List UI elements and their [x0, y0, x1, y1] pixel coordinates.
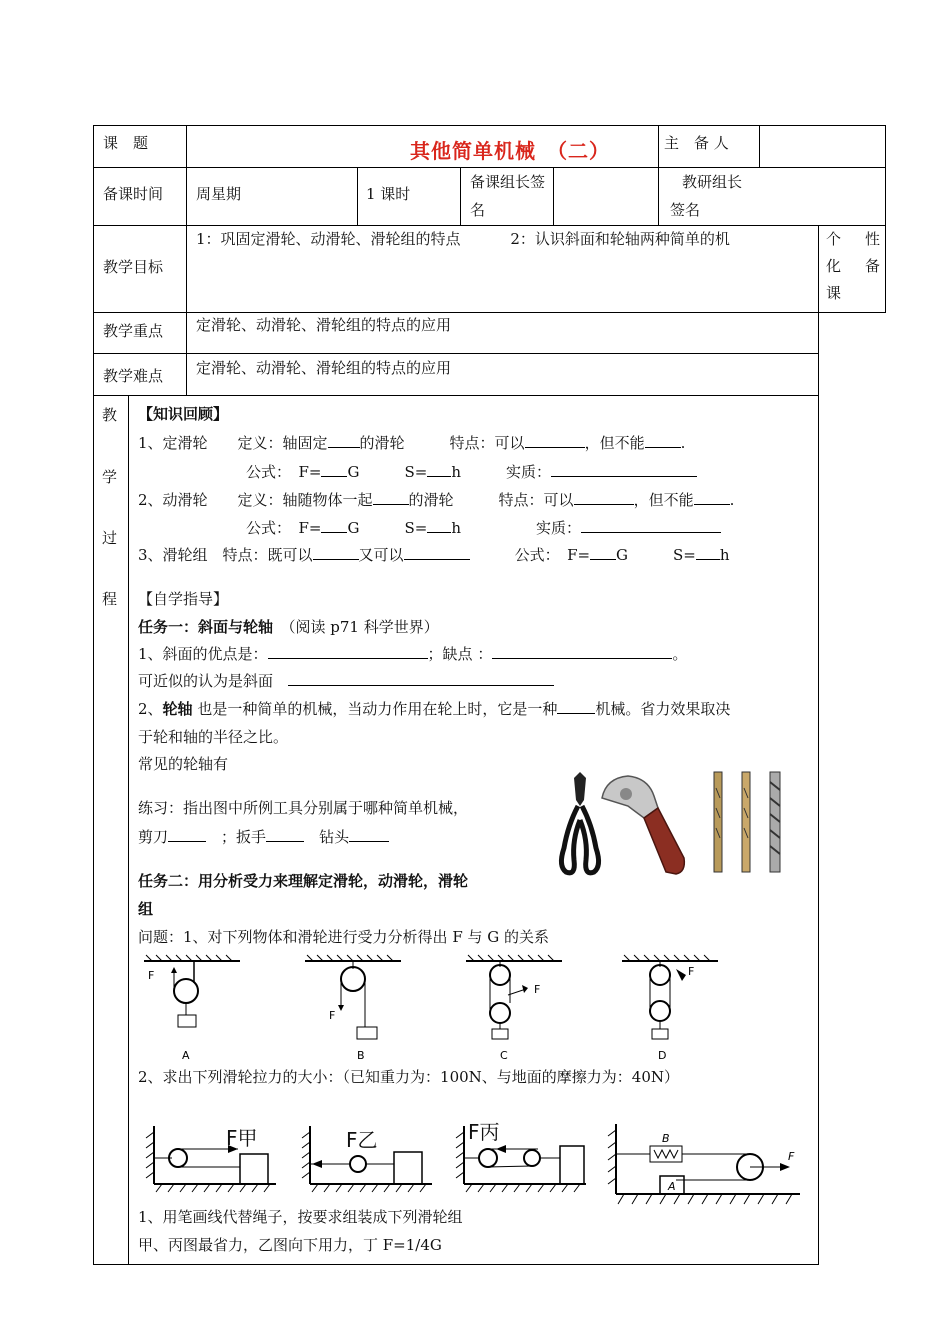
horizontal-pulley-jia	[142, 1118, 282, 1194]
wheel-axle-line: 2、轮轴 也是一种简单的机械，当动力作用在轮上时，它是一种 机械。省力效果取决	[138, 700, 731, 718]
pulley-group-line: 3、滑轮组 特点：既可以 又可以 公式： F= G S= h	[138, 546, 730, 564]
wrench-illustration	[598, 768, 688, 878]
block-a-label: A	[668, 1180, 676, 1193]
question2-text: 2、求出下列滑轮拉力的大小：（已知重力为：100N、与地面的摩擦力为：40N）	[138, 1068, 680, 1086]
difficult-point-text: 定滑轮、动滑轮、滑轮组的特点的应用	[196, 359, 452, 377]
movable-pulley-line2: 公式： F= G S= h 实质：	[246, 517, 721, 538]
common-wheel-axles: 常见的轮轴有	[138, 755, 229, 773]
svg-text:F: F	[688, 965, 695, 978]
practice-text: 练习：指出图中所例工具分别属于哪种简单机械，	[138, 799, 469, 817]
pulley-diagram-d	[620, 955, 720, 1063]
key-point-label: 教学重点	[103, 322, 164, 340]
research-leader-label: 教研组长签名	[670, 173, 743, 219]
time-label: 备课时间	[103, 185, 164, 203]
fixed-pulley-line2: 公式： F= G S= h 实质：	[246, 461, 697, 482]
diagram-label: D	[658, 1049, 667, 1062]
hours-label: 1 课时	[366, 185, 411, 203]
task2-title-cont: 组	[138, 900, 154, 918]
question1-text: 问题：1、对下列物体和滑轮进行受力分析得出 F 与 G 的关系	[138, 928, 550, 946]
pulley-diagram-c	[464, 955, 564, 1063]
preparer-label: 主 备 人	[664, 134, 729, 152]
task1-line: 任务一：斜面与轮轴 （阅读 p71 科学世界）	[138, 618, 439, 636]
process-char: 学	[102, 468, 118, 486]
page-title: 其他简单机械 （二）	[410, 139, 610, 163]
process-char: 教	[102, 406, 118, 424]
pulley-diagram-a	[142, 955, 242, 1063]
goals-label: 教学目标	[103, 258, 164, 276]
drill-bits-illustration	[700, 768, 800, 878]
group-leader-label: 备课组长签名	[470, 173, 546, 219]
review-heading: 【知识回顾】	[138, 405, 229, 423]
diagram-label: A	[182, 1049, 190, 1062]
force-label-jia: F甲	[226, 1126, 258, 1150]
diagram-label: B	[357, 1049, 365, 1062]
process-char: 过	[102, 529, 118, 547]
svg-text:F: F	[534, 983, 541, 996]
movable-pulley-line1: 2、动滑轮 定义：轴随物体一起 的滑轮 特点：可以 ，但不能 .	[138, 491, 735, 509]
svg-text:F: F	[148, 969, 155, 982]
self-study-heading: 【自学指导】	[138, 590, 229, 608]
goals-text: 1：巩固定滑轮、动滑轮、滑轮组的特点 2：认识斜面和轮轴两种简单的机	[196, 230, 730, 248]
incline-line: 1、斜面的优点是： ；缺点 ： 。	[138, 645, 688, 663]
key-point-text: 定滑轮、动滑轮、滑轮组的特点的应用	[196, 316, 452, 334]
force-label-bing: F丙	[468, 1120, 500, 1144]
week-label: 周星期	[196, 185, 242, 203]
force-label-yi: F乙	[346, 1128, 378, 1152]
difficult-point-label: 教学难点	[103, 367, 164, 385]
personal-prep-note: 个 性化 备课	[826, 230, 880, 302]
spring-scale-label: B	[662, 1132, 670, 1145]
rope-question: 1、用笔画线代替绳子，按要求组装成下列滑轮组	[138, 1208, 463, 1226]
wheel-axle-line2: 于轮和轴的半径之比。	[138, 728, 289, 746]
approx-line: 可近似的认为是斜面	[138, 670, 554, 691]
task2-title: 任务二：用分析受力来理解定滑轮，动滑轮，滑轮	[138, 872, 469, 890]
pulley-diagram-b	[303, 955, 403, 1063]
svg-text:F: F	[329, 1009, 336, 1022]
horizontal-pulley-ding	[604, 1118, 808, 1212]
tools-answer-line: 剪刀 ；扳手 钻头	[138, 826, 389, 847]
force-f-label: F	[788, 1150, 795, 1163]
diagram-label: C	[500, 1049, 508, 1062]
fixed-pulley-line1: 1、定滑轮 定义：轴固定 的滑轮 特点：可以 ，但不能 .	[138, 434, 686, 452]
rope-requirement: 甲、丙图最省力，乙图向下用力，丁 F=1/4G	[138, 1236, 442, 1254]
process-char: 程	[102, 590, 118, 608]
topic-label: 课 题	[103, 134, 149, 152]
